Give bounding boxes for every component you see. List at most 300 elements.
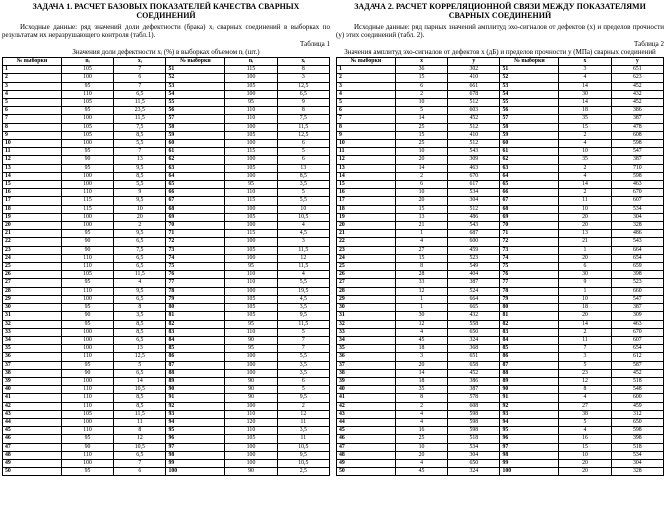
table-cell: 10 xyxy=(559,451,611,459)
table-cell: 53 xyxy=(500,82,559,90)
table-cell: 16 xyxy=(395,427,447,435)
table-cell: 2 xyxy=(277,402,329,410)
table-cell: 4 xyxy=(277,271,329,279)
table-cell: 62 xyxy=(500,156,559,164)
table-cell: 93 xyxy=(500,410,559,418)
table-cell: 9,5 xyxy=(277,451,329,459)
table-cell: 33 xyxy=(3,328,62,336)
table-row xyxy=(337,402,664,410)
table-cell: 2 xyxy=(395,90,447,98)
table-cell: 7 xyxy=(3,115,62,123)
table-cell: 89 xyxy=(166,377,225,385)
table-cell: 587 xyxy=(611,361,663,369)
table-cell: 543 xyxy=(448,148,500,156)
table-cell: 12 xyxy=(3,156,62,164)
table-row xyxy=(3,246,330,254)
table-cell: 8,5 xyxy=(277,172,329,180)
table-cell: 61 xyxy=(500,148,559,156)
table-cell: 14 xyxy=(395,164,447,172)
table-cell: 40 xyxy=(3,386,62,394)
table-cell: 598 xyxy=(611,140,663,148)
task1-table xyxy=(2,57,330,476)
table-cell: 8,5 xyxy=(114,320,166,328)
table-cell: 2 xyxy=(114,222,166,230)
table-cell: 26 xyxy=(3,271,62,279)
table-cell: 8 xyxy=(337,123,396,131)
table-row xyxy=(3,90,330,98)
table-cell: 7 xyxy=(114,66,166,74)
table-cell: 92 xyxy=(500,402,559,410)
table-cell: 35 xyxy=(395,386,447,394)
table-cell: 9,5 xyxy=(114,230,166,238)
table-row xyxy=(337,213,664,221)
table-cell: 100 xyxy=(225,205,277,213)
table-cell: 100 xyxy=(61,418,113,426)
table-cell: 3,5 xyxy=(277,369,329,377)
table-row xyxy=(337,353,664,361)
table-cell: 20 xyxy=(559,459,611,467)
table-cell: 75 xyxy=(500,263,559,271)
table-cell: 8 xyxy=(3,123,62,131)
table-cell: 14 xyxy=(114,377,166,385)
table-cell: 8,5 xyxy=(114,402,166,410)
table-cell: 598 xyxy=(611,427,663,435)
table-cell: 670 xyxy=(448,172,500,180)
table-cell: 30 xyxy=(559,90,611,98)
table-cell: 20 xyxy=(395,451,447,459)
table-row xyxy=(337,295,664,303)
table-cell: 9,5 xyxy=(114,287,166,295)
table-cell: 387 xyxy=(448,279,500,287)
table-cell: 386 xyxy=(448,377,500,385)
table-cell: 10,5 xyxy=(114,443,166,451)
table-row xyxy=(337,230,664,238)
table-cell: 48 xyxy=(3,451,62,459)
table-cell: 623 xyxy=(611,74,663,82)
table-cell: 12 xyxy=(395,287,447,295)
table-cell: 8 xyxy=(395,394,447,402)
task2-table-caption: Значения амплитуд эхо-сигналов от дефектов x (дБ) и пределов прочности y (МПа) сварных соединений xyxy=(344,48,656,56)
table-cell: 105 xyxy=(225,295,277,303)
table-cell: 387 xyxy=(611,304,663,312)
table-cell: 404 xyxy=(448,271,500,279)
table-cell: 463 xyxy=(611,320,663,328)
table-cell: 15 xyxy=(395,74,447,82)
table-cell: 13 xyxy=(337,164,396,172)
table-cell: 654 xyxy=(611,345,663,353)
table-cell: 95 xyxy=(61,320,113,328)
table-cell: 100 xyxy=(61,336,113,344)
table-cell: 1 xyxy=(559,246,611,254)
table-cell: 60 xyxy=(500,140,559,148)
table-cell: 100 xyxy=(225,254,277,262)
table-cell: 17 xyxy=(3,197,62,205)
table-cell: 8 xyxy=(114,427,166,435)
table-cell: 30 xyxy=(559,271,611,279)
table-cell: 86 xyxy=(166,353,225,361)
table-cell: 30 xyxy=(395,312,447,320)
table-cell: 81 xyxy=(166,312,225,320)
table-row xyxy=(337,164,664,172)
table-row xyxy=(337,386,664,394)
table-cell: 105 xyxy=(61,99,113,107)
table-cell: 658 xyxy=(448,361,500,369)
table-cell: 10 xyxy=(559,205,611,213)
table-cell: 59 xyxy=(166,131,225,139)
table-row xyxy=(3,148,330,156)
table-cell: 4 xyxy=(559,74,611,82)
table-cell: 13 xyxy=(277,164,329,172)
table-cell: 100 xyxy=(61,172,113,180)
table-cell: 7 xyxy=(114,82,166,90)
table-cell: 73 xyxy=(500,246,559,254)
table-cell: 11 xyxy=(277,418,329,426)
table-row xyxy=(3,287,330,295)
table-cell: 5 xyxy=(337,99,396,107)
table-cell: 2 xyxy=(559,189,611,197)
table-cell: 93 xyxy=(166,410,225,418)
table-row xyxy=(337,451,664,459)
table-cell: 52 xyxy=(166,74,225,82)
table-cell: 56 xyxy=(166,107,225,115)
table-cell: 105 xyxy=(61,271,113,279)
table-cell: 43 xyxy=(3,410,62,418)
table-cell: 12 xyxy=(114,435,166,443)
table-cell: 110 xyxy=(61,287,113,295)
table-cell: 95 xyxy=(61,82,113,90)
table-cell: 65 xyxy=(166,181,225,189)
table-cell: 678 xyxy=(448,90,500,98)
table-cell: 28 xyxy=(395,271,447,279)
table-row xyxy=(3,213,330,221)
table-cell: 459 xyxy=(611,402,663,410)
table-cell: 28 xyxy=(3,287,62,295)
table-cell: 105 xyxy=(61,66,113,74)
table-cell: 20 xyxy=(559,312,611,320)
table-cell: 7 xyxy=(277,336,329,344)
table-cell: 41 xyxy=(3,394,62,402)
table-row xyxy=(3,353,330,361)
table-cell: 115 xyxy=(225,197,277,205)
table-cell: 309 xyxy=(611,312,663,320)
table-cell: 410 xyxy=(448,131,500,139)
table-cell: 47 xyxy=(337,443,396,451)
table-cell: 5 xyxy=(277,328,329,336)
table-row xyxy=(3,304,330,312)
table-cell: 74 xyxy=(166,254,225,262)
table-cell: 32 xyxy=(337,320,396,328)
table-cell: 6 xyxy=(3,107,62,115)
table-cell: 53 xyxy=(166,82,225,90)
table-cell: 110 xyxy=(61,386,113,394)
table-cell: 6 xyxy=(277,156,329,164)
table-cell: 14 xyxy=(559,82,611,90)
task2-title: ЗАДАЧА 2. РАСЧЕТ КОРРЕЛЯЦИОННОЙ СВЯЗИ МЕЖДУ ПОКАЗАТЕЛЯМИ СВАРНЫХ СОЕДИНЕНИЙ xyxy=(354,2,646,20)
table-cell: 2 xyxy=(395,402,447,410)
table-cell: 6 xyxy=(395,181,447,189)
table-cell: 91 xyxy=(166,394,225,402)
table-cell: 6,5 xyxy=(277,90,329,98)
table-cell: 100 xyxy=(225,123,277,131)
table-cell: 12,5 xyxy=(114,353,166,361)
table-cell: 368 xyxy=(448,345,500,353)
table-row xyxy=(3,131,330,139)
table-cell: 534 xyxy=(448,189,500,197)
table-row xyxy=(3,435,330,443)
table-cell: 46 xyxy=(3,435,62,443)
table-cell: 68 xyxy=(500,205,559,213)
table-cell: 10 xyxy=(114,205,166,213)
table-row xyxy=(3,222,330,230)
table-cell: 4 xyxy=(3,90,62,98)
table-row xyxy=(3,172,330,180)
table-cell: 410 xyxy=(448,74,500,82)
table-cell: 5,5 xyxy=(277,197,329,205)
table-cell: 11 xyxy=(3,148,62,156)
table-cell: 11,5 xyxy=(277,123,329,131)
table-header-cell: y xyxy=(611,58,663,66)
table-cell: 95 xyxy=(61,148,113,156)
table-cell: 105 xyxy=(61,131,113,139)
table-header-cell: № выборки xyxy=(3,58,62,66)
table-cell: 543 xyxy=(448,222,500,230)
table-cell: 21 xyxy=(3,230,62,238)
table-cell: 10,5 xyxy=(114,386,166,394)
table-cell: 1 xyxy=(3,66,62,74)
table-cell: 603 xyxy=(448,107,500,115)
table-cell: 12 xyxy=(559,377,611,385)
table-row xyxy=(3,279,330,287)
table-cell: 96 xyxy=(166,435,225,443)
table-cell: 9,5 xyxy=(114,164,166,172)
table-row xyxy=(337,361,664,369)
table-row xyxy=(337,328,664,336)
table-cell: 7 xyxy=(114,459,166,467)
table-row xyxy=(337,148,664,156)
table-cell: 95 xyxy=(225,320,277,328)
table-cell: 30 xyxy=(337,304,396,312)
table-row xyxy=(3,328,330,336)
table-cell: 11,5 xyxy=(114,271,166,279)
table-cell: 110 xyxy=(61,254,113,262)
table-cell: 48 xyxy=(337,451,396,459)
table-cell: 4 xyxy=(114,279,166,287)
table-cell: 387 xyxy=(448,386,500,394)
table-cell: 598 xyxy=(448,427,500,435)
table-cell: 6,5 xyxy=(114,254,166,262)
table-cell: 10 xyxy=(337,140,396,148)
table-cell: 36 xyxy=(337,353,396,361)
table-cell: 15 xyxy=(559,123,611,131)
table-row xyxy=(337,336,664,344)
table-cell: 654 xyxy=(611,254,663,262)
table-row xyxy=(337,320,664,328)
table-cell: 49 xyxy=(3,459,62,467)
table-cell: 33 xyxy=(337,328,396,336)
table-cell: 2 xyxy=(559,328,611,336)
table-cell: 534 xyxy=(448,443,500,451)
table-cell: 99 xyxy=(500,459,559,467)
table-cell: 486 xyxy=(611,230,663,238)
table-cell: 3,5 xyxy=(277,427,329,435)
table-cell: 4 xyxy=(395,410,447,418)
table-header-cell: № выборки xyxy=(166,58,225,66)
table-cell: 650 xyxy=(448,459,500,467)
table-cell: 4 xyxy=(559,394,611,402)
table-cell: 110 xyxy=(61,402,113,410)
table-row xyxy=(337,222,664,230)
table-cell: 518 xyxy=(611,377,663,385)
table-cell: 115 xyxy=(225,148,277,156)
table-cell: 11 xyxy=(337,148,396,156)
table-cell: 3,5 xyxy=(277,361,329,369)
table-cell: 10 xyxy=(3,140,62,148)
table-cell: 9 xyxy=(337,131,396,139)
table-cell: 18 xyxy=(3,205,62,213)
table-row xyxy=(337,74,664,82)
table-cell: 90 xyxy=(500,386,559,394)
table-cell: 50 xyxy=(337,468,396,476)
table-cell: 38 xyxy=(337,369,396,377)
table-cell: 328 xyxy=(611,468,663,476)
table-cell: 80 xyxy=(500,304,559,312)
table-cell: 79 xyxy=(166,295,225,303)
table-cell: 11,5 xyxy=(114,410,166,418)
task2-table-number: Таблица 2 xyxy=(634,40,664,48)
table-cell: 100 xyxy=(61,181,113,189)
table-cell: 7,5 xyxy=(277,115,329,123)
table-cell: 523 xyxy=(611,279,663,287)
table-row xyxy=(337,238,664,246)
table-cell: 100 xyxy=(166,468,225,476)
table-row xyxy=(3,427,330,435)
table-cell: 387 xyxy=(611,156,663,164)
table-cell: 85 xyxy=(500,345,559,353)
table-cell: 83 xyxy=(500,328,559,336)
table-cell: 54 xyxy=(500,90,559,98)
table-cell: 10 xyxy=(277,205,329,213)
table-header-cell: nᵢ xyxy=(61,58,113,66)
table-header-cell: nᵢ xyxy=(225,58,277,66)
table-row xyxy=(337,131,664,139)
table-cell: 2 xyxy=(395,172,447,180)
table-cell: 95 xyxy=(225,181,277,189)
table-cell: 8,5 xyxy=(114,172,166,180)
table-cell: 51 xyxy=(166,66,225,74)
table-cell: 1 xyxy=(395,230,447,238)
table-cell: 4 xyxy=(559,140,611,148)
table-cell: 98 xyxy=(500,451,559,459)
table-cell: 4 xyxy=(277,222,329,230)
table-row xyxy=(3,115,330,123)
table-cell: 27 xyxy=(337,279,396,287)
table-cell: 452 xyxy=(611,99,663,107)
table-cell: 71 xyxy=(166,230,225,238)
table-cell: 95 xyxy=(61,107,113,115)
table-cell: 598 xyxy=(611,172,663,180)
table-cell: 19 xyxy=(3,213,62,221)
table-cell: 115 xyxy=(225,230,277,238)
table-row xyxy=(3,271,330,279)
table-cell: 30 xyxy=(3,304,62,312)
table-row xyxy=(3,66,330,74)
table-cell: 72 xyxy=(166,238,225,246)
table-cell: 72 xyxy=(500,238,559,246)
table-cell: 87 xyxy=(166,361,225,369)
table-cell: 35 xyxy=(559,156,611,164)
table-cell: 15 xyxy=(3,181,62,189)
table-cell: 6 xyxy=(559,263,611,271)
table-cell: 55 xyxy=(500,99,559,107)
table-cell: 6,5 xyxy=(114,90,166,98)
table-cell: 100 xyxy=(61,328,113,336)
table-cell: 83 xyxy=(166,328,225,336)
table-cell: 2 xyxy=(337,74,396,82)
table-cell: 110 xyxy=(225,189,277,197)
table-cell: 90 xyxy=(225,386,277,394)
table-cell: 7 xyxy=(277,345,329,353)
table-cell: 6 xyxy=(337,107,396,115)
table-cell: 57 xyxy=(166,115,225,123)
table-cell: 6,5 xyxy=(114,336,166,344)
table-cell: 15 xyxy=(559,443,611,451)
table-cell: 20 xyxy=(114,213,166,221)
table-row xyxy=(3,295,330,303)
table-cell: 1 xyxy=(559,287,611,295)
table-cell: 46 xyxy=(337,435,396,443)
table-cell: 45 xyxy=(395,468,447,476)
table-cell: 518 xyxy=(611,443,663,451)
task1-table-body xyxy=(3,66,330,476)
table-row xyxy=(337,107,664,115)
table-cell: 650 xyxy=(448,328,500,336)
table-cell: 100 xyxy=(61,377,113,385)
table-cell: 31 xyxy=(337,312,396,320)
table-row xyxy=(337,263,664,271)
table-row xyxy=(3,345,330,353)
table-cell: 58 xyxy=(500,123,559,131)
table-cell: 64 xyxy=(166,172,225,180)
table-cell: 9 xyxy=(3,131,62,139)
table-cell: 11,5 xyxy=(277,320,329,328)
table-cell: 105 xyxy=(225,312,277,320)
table-cell: 4 xyxy=(395,328,447,336)
table-row xyxy=(3,402,330,410)
table-cell: 97 xyxy=(500,443,559,451)
table-cell: 8 xyxy=(114,304,166,312)
table-cell: 51 xyxy=(500,66,559,74)
table-cell: 90 xyxy=(166,386,225,394)
table-cell: 95 xyxy=(61,230,113,238)
table-row xyxy=(337,369,664,377)
table-cell: 13 xyxy=(395,213,447,221)
table-cell: 91 xyxy=(500,394,559,402)
table-cell: 3,5 xyxy=(114,312,166,320)
table-cell: 3 xyxy=(395,353,447,361)
table-cell: 578 xyxy=(448,394,500,402)
table-cell: 82 xyxy=(500,320,559,328)
table-cell: 105 xyxy=(61,123,113,131)
table-cell: 54 xyxy=(166,90,225,98)
task1-table-header xyxy=(3,58,330,66)
table-cell: 62 xyxy=(166,156,225,164)
table-cell: 90 xyxy=(225,468,277,476)
table-row xyxy=(337,377,664,385)
table-row xyxy=(337,394,664,402)
table-cell: 5 xyxy=(114,361,166,369)
table-cell: 608 xyxy=(448,402,500,410)
table-row xyxy=(337,287,664,295)
